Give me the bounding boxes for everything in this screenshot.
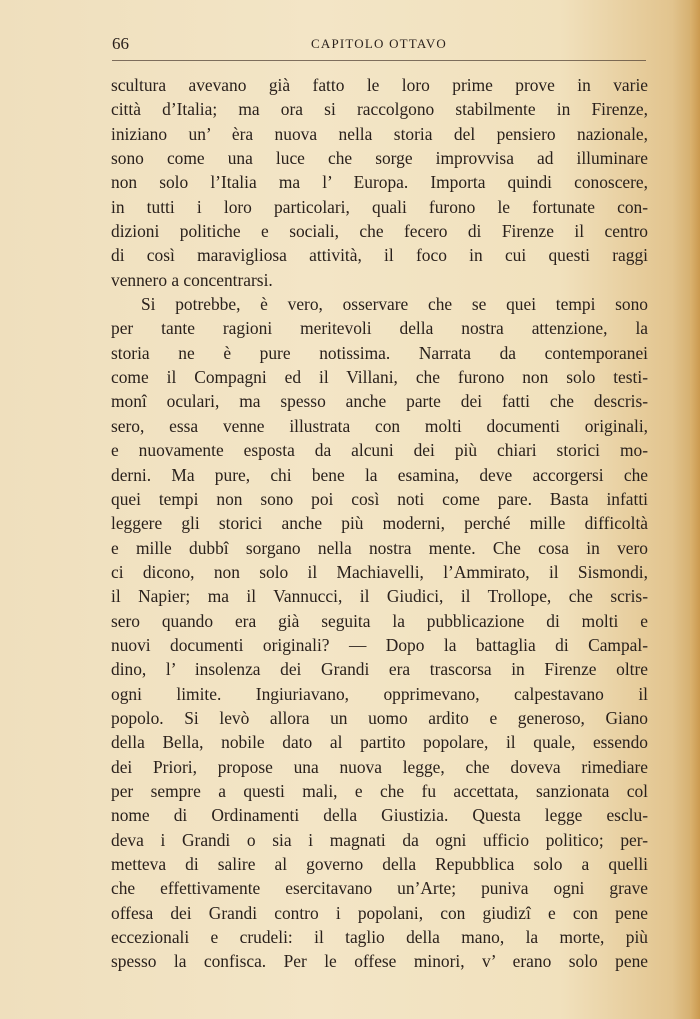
page-number: 66 xyxy=(112,34,129,53)
text-line: dino, l’ insolenza dei Grandi era trascorsa in Firenze oltre xyxy=(111,659,648,680)
text-line: sero quando era già seguita la pubblicazione di molti e xyxy=(111,610,648,631)
text-line: leggere gli storici anche più moderni, perché mille difficoltà xyxy=(111,513,648,534)
text-line: ci dicono, non solo il Machiavelli, l’Ammirato, il Sismondi, xyxy=(111,561,648,582)
text-line: derni. Ma pure, chi bene la esamina, deve accorgersi che xyxy=(111,464,648,485)
text-line: ogni limite. Ingiuriavano, opprimevano, calpestavano il xyxy=(111,683,648,704)
paragraph-start-line: Si potrebbe, è vero, osservare che se quei tempi sono xyxy=(141,294,648,315)
text-line: sono come una luce che sorge improvvisa ad illuminare xyxy=(111,148,648,169)
text-line: nuovi documenti originali? — Dopo la battaglia di Campal- xyxy=(111,634,648,655)
text-line: metteva di salire al governo della Repubblica solo a quelli xyxy=(111,854,648,874)
running-head: CAPITOLO OTTAVO xyxy=(310,36,447,51)
text-line: non solo l’Italia ma l’ Europa. Importa quindi conoscere, xyxy=(111,172,648,193)
text-line: e mille dubbî sorgano nella nostra mente. Che cosa in vero xyxy=(111,537,648,558)
text-line: come il Compagni ed il Villani, che furono non solo testi- xyxy=(111,367,648,388)
text-line: in tutti i loro particolari, quali furono le fortunate con- xyxy=(111,196,648,217)
text-line: nome di Ordinamenti della Giustizia. Questa legge esclu- xyxy=(111,805,648,826)
text-line: scultura avevano già fatto le loro prime prove in varie xyxy=(111,75,648,95)
header-rule xyxy=(112,60,646,61)
text-line: che effettivamente esercitavano un’Arte; puniva ogni grave xyxy=(111,878,648,899)
text-line: offesa dei Grandi contro i popolani, con giudizî e con pene xyxy=(111,902,648,923)
text-line: eccezionali e crudeli: il taglio della mano, la morte, più xyxy=(111,927,648,948)
text-line: il Napier; ma il Vannucci, il Giudici, il Trollope, che scris- xyxy=(111,586,648,607)
text-line: dei Priori, propose una nuova legge, che doveva rimediare xyxy=(111,756,648,777)
text-line: storia ne è pure notissima. Narrata da contemporanei xyxy=(111,342,648,363)
text-line: spesso la confisca. Per le offese minori, v’ erano solo pene xyxy=(111,951,648,972)
text-line: monî oculari, ma spesso anche parte dei fatti che descris- xyxy=(111,391,648,412)
text-line: città d’Italia; ma ora si raccolgono stabilmente in Firenze, xyxy=(111,99,648,120)
text-line: sero, essa venne illustrata con molti documenti originali, xyxy=(111,415,648,436)
text-line: iniziano un’ èra nuova nella storia del pensiero nazionale, xyxy=(111,123,648,144)
text-line: per sempre a questi mali, e che fu accettata, sanzionata col xyxy=(111,780,648,801)
text-line: di così maravigliosa attività, il foco in cui questi raggi xyxy=(111,245,648,266)
text-line: popolo. Si levò allora un uomo ardito e generoso, Giano xyxy=(111,707,648,728)
text-line: e nuovamente esposta da alcuni dei più chiari storici mo- xyxy=(111,440,648,461)
text-line: per tante ragioni meritevoli della nostra attenzione, la xyxy=(111,318,648,339)
text-line: vennero a concentrarsi. xyxy=(111,269,273,290)
page-header xyxy=(112,34,646,58)
body-text xyxy=(111,73,648,974)
text-line: della Bella, nobile dato al partito popolare, il quale, essendo xyxy=(111,732,648,753)
text-line: deva i Grandi o sia i magnati da ogni ufficio politico; per- xyxy=(111,829,648,850)
text-line: dizioni politiche e sociali, che fecero di Firenze il centro xyxy=(111,221,648,242)
text-line: quei tempi non sono poi così noti come pare. Basta infatti xyxy=(111,488,648,509)
page-edge xyxy=(690,0,700,1019)
